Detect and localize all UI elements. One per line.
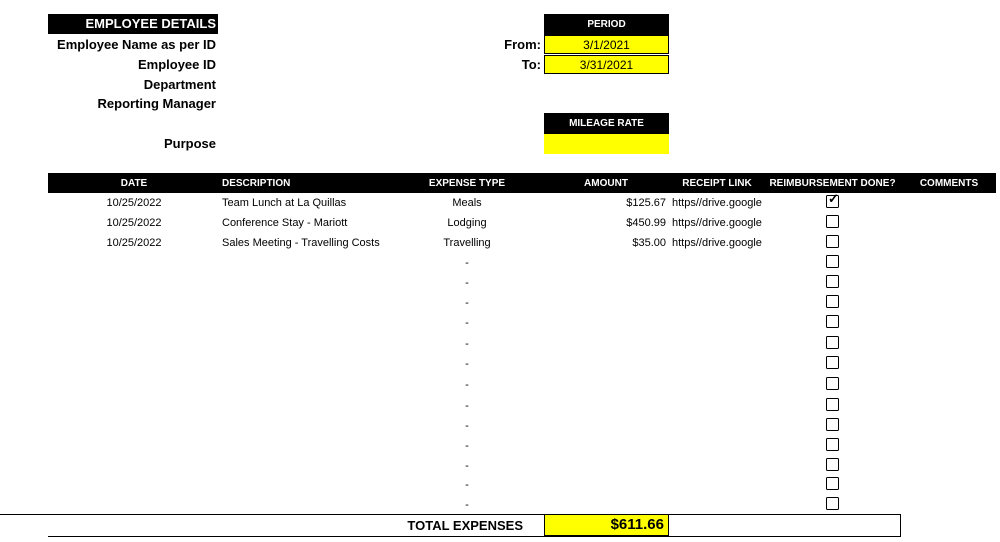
- cell-comments[interactable]: [912, 436, 986, 456]
- column-header-date: DATE: [120, 178, 148, 189]
- cell-comments[interactable]: [912, 213, 986, 233]
- cell-date: [104, 456, 164, 476]
- cell-amount: $35.00: [632, 237, 666, 249]
- cell-expense-type: -: [465, 460, 469, 472]
- cell-date: [104, 436, 164, 456]
- cell-description: [222, 475, 407, 495]
- cell-amount: $450.99: [626, 217, 666, 229]
- cell-date: [104, 253, 164, 273]
- cell-receipt-link[interactable]: [672, 273, 767, 293]
- total-top-rule: [0, 514, 545, 515]
- cell-description: Conference Stay - Mariott: [222, 217, 348, 229]
- cell-amount: [566, 253, 666, 273]
- cell-description: [222, 253, 407, 273]
- mileage-rate-value[interactable]: [544, 134, 669, 154]
- cell-expense-type: -: [465, 277, 469, 289]
- cell-date: [104, 396, 164, 416]
- cell-receipt-link[interactable]: [672, 375, 767, 395]
- cell-receipt-link[interactable]: [672, 396, 767, 416]
- cell-receipt-link[interactable]: [672, 495, 767, 515]
- cell-amount: [566, 436, 666, 456]
- cell-receipt-link[interactable]: [672, 475, 767, 495]
- cell-amount: [566, 416, 666, 436]
- cell-comments[interactable]: [912, 375, 986, 395]
- total-expenses-label: TOTAL EXPENSES: [407, 518, 523, 533]
- cell-date: [104, 475, 164, 495]
- column-header-amount: AMOUNT: [584, 178, 628, 189]
- period-to-label: To:: [521, 57, 541, 72]
- cell-comments[interactable]: [912, 253, 986, 273]
- employee-name-label: Employee Name as per ID: [57, 37, 216, 52]
- cell-expense-type: -: [465, 379, 469, 391]
- cell-description: [222, 495, 407, 515]
- cell-description: [222, 354, 407, 374]
- column-header-description: DESCRIPTION: [222, 178, 291, 189]
- total-right-box: [669, 514, 901, 536]
- cell-comments[interactable]: [912, 416, 986, 436]
- cell-date: 10/25/2022: [106, 197, 162, 209]
- cell-receipt-link[interactable]: [672, 253, 767, 273]
- cell-description: Sales Meeting - Travelling Costs: [222, 237, 380, 249]
- column-header-expense-type: EXPENSE TYPE: [428, 178, 506, 189]
- cell-receipt-link[interactable]: [672, 456, 767, 476]
- column-header-comments: COMMENTS: [919, 178, 979, 189]
- employee-id-label: Employee ID: [137, 57, 216, 72]
- cell-expense-type: Meals: [452, 197, 482, 209]
- cell-expense-type: -: [465, 338, 469, 350]
- cell-receipt-link[interactable]: https//drive.google: [672, 217, 762, 229]
- cell-description: [222, 396, 407, 416]
- reimbursement-checkbox[interactable]: [826, 418, 839, 431]
- cell-date: [104, 334, 164, 354]
- cell-date: [104, 354, 164, 374]
- checkmark-icon: ✓: [828, 191, 839, 206]
- employee-details-header: EMPLOYEE DETAILS: [48, 14, 218, 34]
- mileage-rate-header: MILEAGE RATE: [544, 113, 669, 134]
- cell-comments[interactable]: [912, 475, 986, 495]
- department-label: Department: [143, 77, 216, 92]
- cell-comments[interactable]: [912, 456, 986, 476]
- cell-expense-type: -: [465, 420, 469, 432]
- column-header-receipt-link: RECEIPT LINK: [682, 178, 752, 189]
- cell-expense-type: -: [465, 257, 469, 269]
- cell-comments[interactable]: [912, 293, 986, 313]
- cell-comments[interactable]: [912, 233, 986, 253]
- cell-receipt-link[interactable]: [672, 293, 767, 313]
- reimbursement-checkbox[interactable]: [826, 398, 839, 411]
- total-bottom-rule: [48, 536, 901, 537]
- reimbursement-checkbox[interactable]: [826, 336, 839, 349]
- cell-amount: [566, 396, 666, 416]
- cell-description: [222, 273, 407, 293]
- cell-amount: [566, 293, 666, 313]
- reimbursement-checkbox[interactable]: [826, 235, 839, 248]
- cell-comments[interactable]: [912, 334, 986, 354]
- reimbursement-checkbox[interactable]: [826, 255, 839, 268]
- cell-amount: $125.67: [626, 197, 666, 209]
- reimbursement-checkbox[interactable]: [826, 295, 839, 308]
- reimbursement-checkbox[interactable]: [826, 438, 839, 451]
- cell-expense-type: -: [465, 440, 469, 452]
- reimbursement-checkbox[interactable]: [826, 315, 839, 328]
- cell-amount: [566, 273, 666, 293]
- cell-amount: [566, 495, 666, 515]
- cell-receipt-link[interactable]: [672, 436, 767, 456]
- cell-comments[interactable]: [912, 313, 986, 333]
- cell-amount: [566, 354, 666, 374]
- reimbursement-checkbox[interactable]: [826, 191, 839, 208]
- cell-date: [104, 273, 164, 293]
- cell-receipt-link[interactable]: [672, 334, 767, 354]
- period-from-value[interactable]: 3/1/2021: [544, 35, 669, 54]
- cell-amount: [566, 334, 666, 354]
- reimbursement-checkbox[interactable]: [826, 356, 839, 369]
- cell-comments[interactable]: [912, 495, 986, 515]
- cell-description: [222, 375, 407, 395]
- cell-amount: [566, 375, 666, 395]
- cell-comments[interactable]: [912, 273, 986, 293]
- reimbursement-checkbox[interactable]: [826, 458, 839, 471]
- cell-amount: [566, 456, 666, 476]
- cell-date: [104, 293, 164, 313]
- cell-receipt-link[interactable]: https//drive.google: [672, 197, 762, 209]
- column-header-reimbursement-done: REIMBURSEMENT DONE?: [769, 178, 896, 189]
- reimbursement-checkbox[interactable]: [826, 215, 839, 228]
- cell-expense-type: -: [465, 400, 469, 412]
- cell-description: [222, 313, 407, 333]
- cell-amount: [566, 313, 666, 333]
- cell-receipt-link[interactable]: [672, 416, 767, 436]
- cell-comments[interactable]: [912, 354, 986, 374]
- reimbursement-checkbox[interactable]: [826, 275, 839, 288]
- purpose-label: Purpose: [163, 136, 216, 151]
- cell-date: [104, 313, 164, 333]
- cell-comments[interactable]: [912, 396, 986, 416]
- cell-date: 10/25/2022: [106, 237, 162, 249]
- cell-expense-type: Lodging: [447, 217, 487, 229]
- cell-expense-type: -: [465, 358, 469, 370]
- cell-amount: [566, 475, 666, 495]
- cell-date: [104, 375, 164, 395]
- cell-expense-type: -: [465, 499, 469, 511]
- cell-date: [104, 416, 164, 436]
- cell-date: 10/25/2022: [106, 217, 162, 229]
- period-to-value[interactable]: 3/31/2021: [544, 55, 669, 74]
- cell-receipt-link[interactable]: https//drive.google: [672, 237, 762, 249]
- reimbursement-checkbox[interactable]: [826, 477, 839, 490]
- cell-description: [222, 293, 407, 313]
- cell-date: [104, 495, 164, 515]
- cell-expense-type: -: [465, 317, 469, 329]
- cell-receipt-link[interactable]: [672, 313, 767, 333]
- cell-receipt-link[interactable]: [672, 354, 767, 374]
- period-header: PERIOD: [544, 14, 669, 35]
- total-expenses-value: $611.66: [544, 514, 669, 536]
- reporting-manager-label: Reporting Manager: [97, 96, 216, 111]
- cell-description: [222, 456, 407, 476]
- cell-comments[interactable]: [912, 193, 986, 213]
- reimbursement-checkbox[interactable]: [826, 497, 839, 510]
- cell-expense-type: -: [465, 297, 469, 309]
- reimbursement-checkbox[interactable]: [826, 377, 839, 390]
- cell-description: [222, 436, 407, 456]
- cell-expense-type: -: [465, 479, 469, 491]
- period-from-label: From:: [504, 37, 541, 52]
- cell-expense-type: Travelling: [443, 237, 491, 249]
- cell-description: [222, 334, 407, 354]
- cell-description: Team Lunch at La Quillas: [222, 197, 347, 209]
- cell-description: [222, 416, 407, 436]
